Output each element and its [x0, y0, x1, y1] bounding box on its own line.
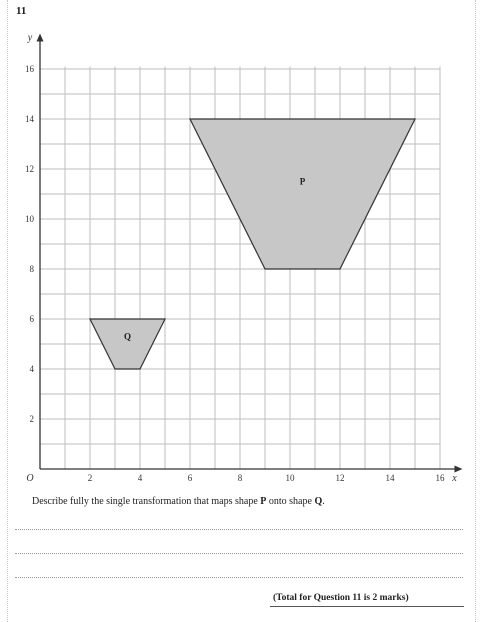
y-tick-label: 4	[29, 364, 34, 374]
total-marks: (Total for Question 11 is 2 marks)	[273, 593, 409, 603]
y-axis-arrow	[37, 34, 44, 42]
y-tick-label: 8	[29, 264, 34, 274]
origin-label: O	[26, 473, 34, 484]
y-tick-label: 14	[25, 114, 34, 124]
shape-from-label: P	[260, 496, 267, 507]
x-axis-label: x	[452, 473, 457, 484]
x-tick-label: 14	[385, 473, 395, 483]
y-tick-label: 12	[25, 164, 34, 174]
x-tick-label: 6	[187, 473, 193, 483]
answer-line[interactable]	[15, 577, 463, 578]
y-tick-label: 10	[25, 214, 34, 224]
x-axis-arrow	[455, 466, 463, 473]
x-tick-label: 4	[137, 473, 143, 483]
x-tick-label: 2	[87, 473, 93, 483]
total-marks-rule	[270, 606, 464, 607]
question-number: 11	[16, 5, 27, 17]
y-tick-label: 16	[25, 64, 34, 74]
shape-to-label: Q	[314, 496, 323, 507]
prompt-text-2: onto shape	[266, 496, 315, 507]
y-tick-label: 6	[29, 314, 34, 324]
x-tick-label: 12	[335, 473, 345, 483]
x-tick-label: 8	[237, 473, 243, 483]
prompt-text-1: Describe fully the single transformation that maps shape	[32, 496, 261, 507]
x-tick-label: 16	[435, 473, 445, 483]
y-axis-label: y	[27, 32, 33, 44]
answer-line[interactable]	[15, 553, 463, 554]
question-prompt	[32, 496, 325, 507]
answer-line[interactable]	[15, 529, 463, 530]
prompt-text-3: .	[322, 496, 325, 507]
shape-label-p: P	[299, 176, 306, 187]
y-tick-label: 2	[29, 414, 34, 424]
x-tick-label: 10	[285, 473, 295, 483]
shape-label-q: Q	[123, 331, 132, 342]
